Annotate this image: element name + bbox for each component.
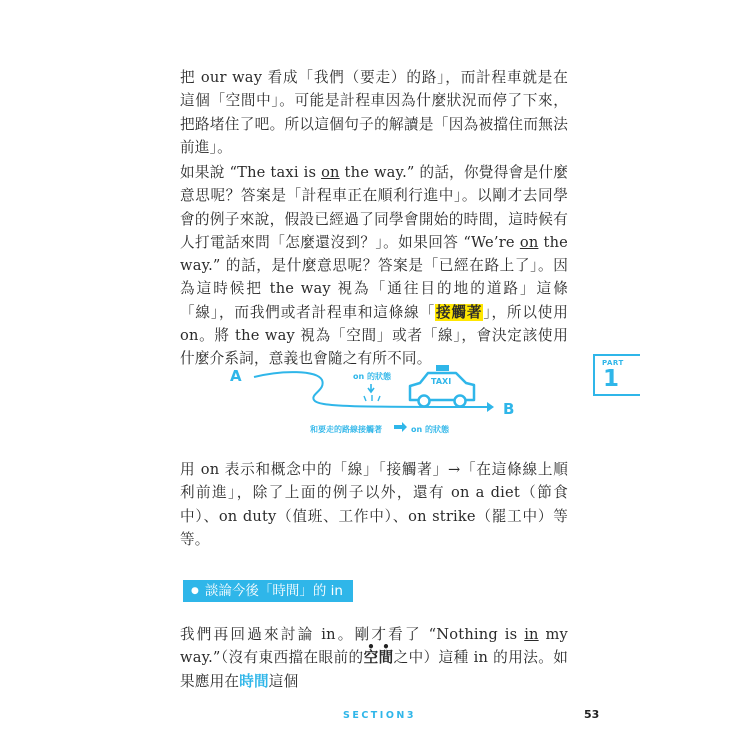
on-state-label: on 的狀態 [353, 372, 391, 381]
highlighted-term: 接觸著 [436, 303, 483, 321]
text-run: 我們再回過來討論 in。剛才看了 “Nothing is [180, 626, 525, 643]
taxi-icon [410, 365, 474, 407]
text-run: 如果說 “The taxi is [180, 164, 322, 181]
paragraph-taxi-on-the-way [180, 161, 568, 371]
taxi-on-the-way-diagram [222, 352, 522, 437]
paragraph-text: 把 our way 看成「我們（要走）的路」，而計程車就是在這個「空間中」。可能是計程車因為什麼狀況而停了下來，把路堵住了吧。所以這個句子的解讀是「因為被擋住而無法前進」。 [180, 69, 568, 156]
label-b: B [503, 400, 515, 418]
right-arrow-icon [394, 422, 407, 432]
caption-left: 和要走的路線接觸著 [310, 425, 382, 434]
section-heading [183, 580, 353, 602]
underlined-word: on [519, 233, 539, 251]
part-tab [593, 354, 640, 396]
text-run: the way.” 的話，是什麼意思呢？答案是「已經在路上了」。因為這時候把 the way 視為「通往目的地的道路」這條「線」，而我們或者計程車和這條線「 [180, 233, 568, 321]
text-run: 之中）這種 in 的用法。如果應用在 [180, 649, 568, 690]
paragraph-in-time [180, 623, 568, 693]
paragraph-our-way [180, 66, 568, 159]
taxi-sign-text: TAXI [431, 377, 452, 386]
text-run: the way.” 的話，你覺得會是什麼意思呢？答案是「計程車正在順利行進中」。以剛才去同學會的例子來說，假設已經過了同學會開始的時間，這時候有人打電話來問「怎麼還沒到？」。如果回答 “We’re [180, 164, 568, 251]
emphasis-dotted-char: 間 [378, 649, 394, 667]
text-run: my way.”（沒有東西擋在眼前的 [180, 626, 568, 667]
paragraph-text: 用 on 表示和概念中的「線」「接觸著」→「在這條線上順利前進」，除了上面的例子以外，還有 on a diet（節食中）、on duty（值班、工作中）、on strike（罷工中）等等。 [180, 461, 568, 548]
paragraph-on-examples [180, 458, 568, 551]
emphasis-blue-word: 時間 [239, 672, 269, 690]
bullet-icon: ● [191, 586, 199, 596]
text-run: 這個 [268, 672, 299, 690]
down-arrow-icon [368, 384, 374, 392]
part-tab-label: PART [602, 359, 624, 367]
label-a: A [230, 367, 242, 385]
route-arrowhead [487, 402, 494, 412]
diagram-illustration [222, 352, 522, 437]
footer-section-label: SECTION3 [343, 710, 416, 721]
page-number: 53 [584, 708, 600, 721]
underlined-word: on [321, 164, 340, 181]
underlined-word: in [524, 626, 539, 643]
section-heading-text: 談論今後「時間」的 in [204, 583, 343, 599]
caption-right: on 的狀態 [411, 425, 449, 434]
emphasis-dotted-char: 空 [363, 649, 379, 667]
part-tab-number: 1 [603, 366, 620, 392]
text-run: 」，所以使用 on。將 the way 視為「空間」或者「線」，會決定該使用什麼介系詞，意義也會隨之有所不同。 [180, 303, 568, 368]
contact-marks-icon [364, 395, 380, 401]
